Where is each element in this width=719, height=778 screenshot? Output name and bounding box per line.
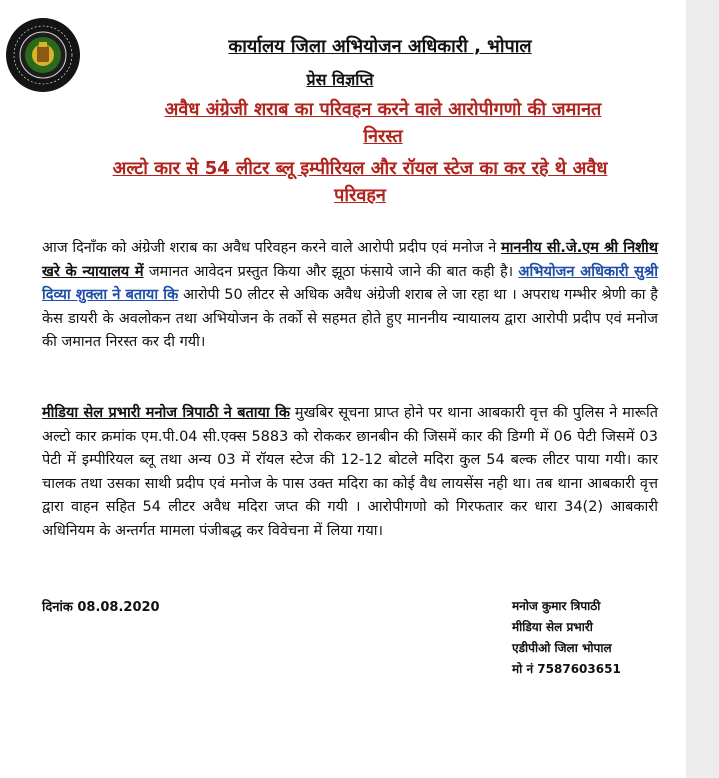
subheadline-line: परिवहन xyxy=(334,185,386,206)
page-edge xyxy=(686,0,719,778)
signatory-role: मीडिया सेल प्रभारी xyxy=(512,620,593,634)
prosecution-seal-logo xyxy=(4,16,82,94)
p1-mid: जमानत आवेदन प्रस्तुत किया और झूठा फंसाये जाने की बात कही है। xyxy=(143,263,519,280)
paragraph-bail-hearing xyxy=(42,237,658,355)
press-release-label: प्रेस विज्ञप्ति xyxy=(306,70,374,89)
signatory-mobile: मो नं 7587603651 xyxy=(512,662,621,676)
subheadline-line: अल्टो कार से 54 लीटर ब्लू इम्पीरियल और रॉयल स्टेज का कर रहे थे अवैध xyxy=(112,158,608,179)
headline xyxy=(88,96,678,150)
court-name: माननीय सी.जे.एम श्री निशीथ खरे के न्यायालय में xyxy=(42,240,658,280)
p1-rest: आरोपी 50 लीटर से अधिक अवैध अंग्रेजी शराब ले जा रहा था । अपराध गम्भीर श्रेणी का है केस डायरी के अवलोकन तथा अभियोजन के तर्को से सहमत होते हुए माननीय न्यायालय द्वारा आरोपी प्रदीप एवं मनोज की जमानत निरस्त कर दी गयी। xyxy=(42,287,659,351)
signature-block xyxy=(512,596,621,680)
p2-rest: मुखबिर सूचना प्राप्त होने पर थाना आबकारी वृत्त की पुलिस ने मारूति अल्टो कार क्रमांक एम.पी.04 सी.एक्स 5883 को रोककर छानबीन की जिसमें कार की डिग्गी में 06 पेटी जिसमें 03 पेटी में इम्पीरियल ब्लू तथा अन्य 03 में रॉयल स्टेज की 12-12 बोटले मदिरा कुल 54 बल्क लीटर पाया गयी। कार चालक तथा उसका साथी प्रदीप एवं मनोज के पास उक्त मदिरा का कोई वैध लायसेंस नही था। तब थाना आबकारी वृत्त द्वारा वाहन सहित 54 लीटर अवैध मदिरा जप्त की गयी । आरोपीगणो को गिरफतार कर धारा 34(2) आबकारी अधिनियम के अन्तर्गत मामला पंजीबद्ध कर विवेचना में लिया गया। xyxy=(42,405,658,539)
subheadline xyxy=(60,155,660,209)
release-date: दिनांक 08.08.2020 xyxy=(42,600,160,615)
p1-intro: आज दिनाँक को अंग्रेजी शराब का अवैध परिवहन करने वाले आरोपी प्रदीप एवं मनोज ने xyxy=(42,240,501,256)
paragraph-seizure xyxy=(42,402,658,544)
headline-line: निरस्त xyxy=(363,126,403,147)
headline-line: अवैध अंग्रेजी शराब का परिवहन करने वाले आरोपीगणो की जमानत xyxy=(164,99,602,120)
prosecutor-statement: अभियोजन अधिकारी सुश्री दिव्या शुक्ला ने बताया कि xyxy=(42,263,659,304)
signatory-name: मनोज कुमार त्रिपाठी xyxy=(512,599,601,613)
office-title: कार्यालय जिला अभियोजन अधिकारी , भोपाल xyxy=(228,36,532,57)
signatory-office: एडीपीओ जिला भोपाल xyxy=(512,641,612,655)
media-cell-statement: मीडिया सेल प्रभारी मनोज त्रिपाठी ने बताया कि xyxy=(42,405,290,421)
